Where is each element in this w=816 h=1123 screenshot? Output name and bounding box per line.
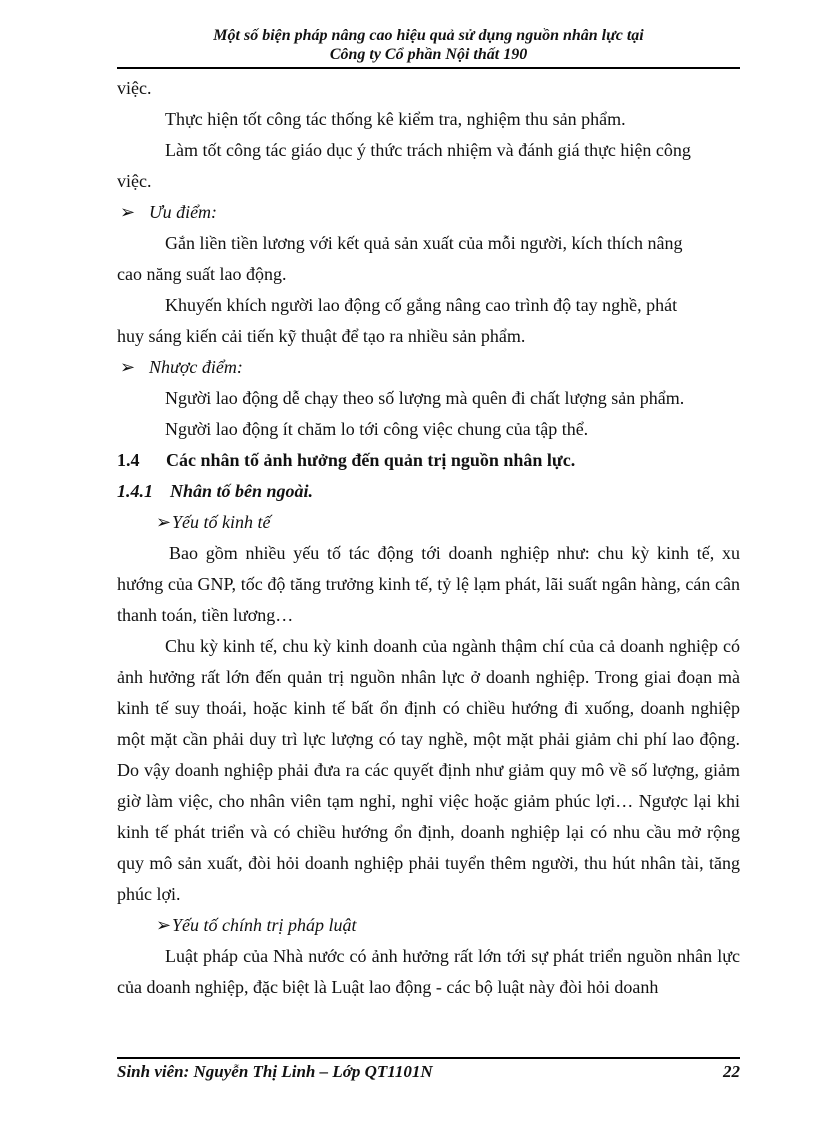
advantages-label: Ưu điểm: [149, 202, 218, 222]
paragraph: Luật pháp của Nhà nước có ảnh hưởng rất lớn tới sự phát triển nguồn nhân lực của doanh nghiệp, đặc biệt là Luật lao động - các bộ luật này đòi hỏi doanh [117, 946, 740, 997]
arrow-bullet-icon: ➢ [156, 512, 172, 532]
text-line: huy sáng kiến cải tiến kỹ thuật để tạo ra nhiều sản phẩm. [117, 326, 526, 346]
text-line: Thực hiện tốt công tác thống kê kiểm tra, nghiệm thu sản phẩm. [165, 109, 626, 129]
running-header [117, 26, 740, 64]
section-number: 1.4 [117, 450, 140, 470]
text-line: Khuyến khích người lao động cố gắng nâng cao trình độ tay nghề, phát [165, 295, 678, 315]
subsection-heading [117, 476, 740, 507]
footer-divider [117, 1057, 740, 1059]
disadvantages-label: Nhược điểm: [149, 357, 243, 377]
paragraph: Chu kỳ kinh tế, chu kỳ kinh doanh của ngành thậm chí của cả doanh nghiệp có ảnh hưởng rất lớn đến quản trị nguồn nhân lực ở doanh nghiệp. Trong giai đoạn mà kinh tế suy thoái, hoặc kinh tế bất ổn định có chiều hướng đi xuống, doanh nghiệp một mặt cần phải duy trì lực lượng có tay nghề, một mặt phải giảm chi phí lao động. Do vậy doanh nghiệp phải đưa ra các quyết định như giảm quy mô về số lượng, giảm giờ làm việc, cho nhân viên tạm nghỉ, nghỉ việc hoặc giảm phúc lợi… Ngược lại khi kinh tế phát triển và có chiều hướng ổn định, doanh nghiệp lại có nhu cầu mở rộng quy mô sản xuất, đòi hỏi doanh nghiệp phải tuyển thêm người, thu hút nhân tài, tăng phúc lợi. [117, 636, 740, 904]
text-line: việc. [117, 171, 152, 191]
header-divider [117, 67, 740, 69]
text-line: việc. [117, 78, 152, 98]
subsection-number: 1.4.1 [117, 481, 153, 501]
text-line: Gắn liền tiền lương với kết quả sản xuất của mỗi người, kích thích nâng [165, 233, 683, 253]
political-legal-factor-label: Yếu tố chính trị pháp luật [172, 915, 357, 935]
arrow-bullet-icon: ➢ [120, 357, 136, 377]
arrow-bullet-icon: ➢ [120, 202, 136, 222]
running-footer [117, 1062, 740, 1082]
header-title-line-1: Một số biện pháp nâng cao hiệu quả sử dụng nguồn nhân lực tại [213, 27, 644, 44]
economic-factor-heading [117, 507, 740, 538]
text-line: Làm tốt công tác giáo dục ý thức trách nhiệm và đánh giá thực hiện công [165, 140, 691, 160]
arrow-bullet-icon: ➢ [156, 915, 172, 935]
disadvantages-heading [117, 352, 740, 383]
student-info: Sinh viên: Nguyễn Thị Linh – Lớp QT1101N [117, 1062, 433, 1081]
page-number: 22 [723, 1062, 740, 1081]
section-heading [117, 445, 740, 476]
text-line: Người lao động ít chăm lo tới công việc chung của tập thể. [165, 419, 589, 439]
subsection-title: Nhân tố bên ngoài. [170, 481, 314, 501]
economic-factor-label: Yếu tố kinh tế [172, 512, 271, 532]
paragraph: Bao gồm nhiều yếu tố tác động tới doanh nghiệp như: chu kỳ kinh tế, xu hướng của GNP, tốc độ tăng trưởng kinh tế, tỷ lệ lạm phát, lãi suất ngân hàng, cán cân thanh toán, tiền lương… [117, 543, 740, 625]
header-title-line-2: Công ty Cổ phần Nội thất 190 [329, 46, 528, 63]
text-line: cao năng suất lao động. [117, 264, 287, 284]
political-legal-factor-heading [117, 910, 740, 941]
advantages-heading [117, 197, 740, 228]
text-line: Người lao động dễ chạy theo số lượng mà quên đi chất lượng sản phẩm. [165, 388, 685, 408]
page-body [117, 73, 740, 1003]
section-title: Các nhân tố ảnh hưởng đến quản trị nguồn nhân lực. [166, 450, 576, 470]
